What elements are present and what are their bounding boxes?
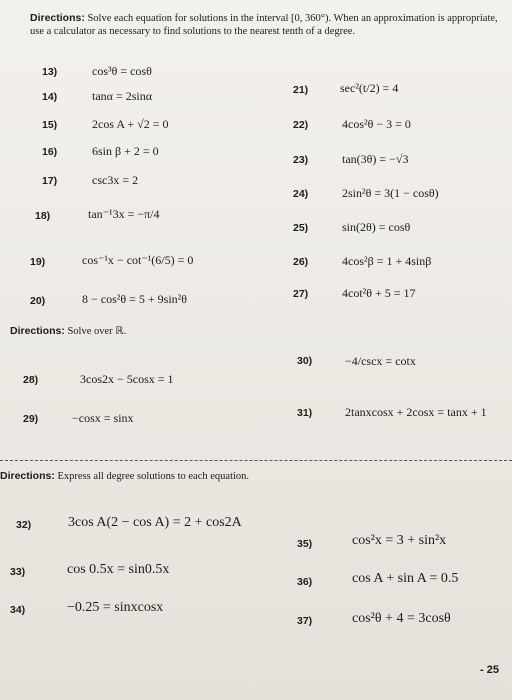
problem-33-equation: cos 0.5x = sin0.5x (67, 562, 170, 577)
problem-24-number: 24) (293, 188, 309, 200)
problem-19-equation: cos⁻¹x − cot⁻¹(6/5) = 0 (82, 253, 194, 267)
problem-34-equation: −0.25 = sinxcosx (67, 600, 164, 615)
problem-27-equation: 4cot²θ + 5 = 17 (342, 286, 416, 300)
problem-15-number: 15) (42, 119, 58, 131)
problem-23-number: 23) (293, 154, 309, 166)
problem-29-equation: −cosx = sinx (72, 411, 134, 425)
problem-34-number: 34) (10, 604, 26, 616)
directions-interval (30, 12, 500, 38)
problem-25-number: 25) (293, 222, 309, 234)
problem-28-equation: 3cos2x − 5cosx = 1 (80, 372, 174, 386)
problem-35-number: 35) (297, 538, 313, 550)
problem-37-equation: cos²θ + 4 = 3cosθ (352, 611, 451, 626)
problem-27-number: 27) (293, 288, 309, 300)
problem-33-number: 33) (10, 566, 26, 578)
directions-solve-real (10, 325, 310, 339)
problem-19-number: 19) (30, 256, 46, 268)
problem-30-number: 30) (297, 355, 313, 367)
problem-20-number: 20) (30, 295, 46, 307)
problem-29-number: 29) (23, 413, 39, 425)
problem-36-equation: cos A + sin A = 0.5 (352, 571, 459, 586)
directions-text: Express all degree solutions to each equation. (57, 471, 250, 482)
problem-31-number: 31) (297, 407, 313, 419)
page-number: - 25 (480, 664, 499, 676)
problem-37-number: 37) (297, 615, 313, 627)
problem-14-equation: tanα = 2sinα (92, 89, 153, 103)
problem-22-equation: 4cos²θ − 3 = 0 (342, 117, 411, 131)
directions-text: Solve over ℝ. (67, 326, 127, 337)
problem-18-number: 18) (35, 210, 51, 222)
directions-text: Solve each equation for solutions in the interval [0, 360°). When an approximation is appropriate, use a calculator as necessary to find solutions to the nearest tenth of a degree. (30, 13, 498, 37)
problem-26-number: 26) (293, 256, 309, 268)
directions-all-degree (0, 470, 500, 484)
problem-36-number: 36) (297, 576, 313, 588)
problem-32-equation: 3cos A(2 − cos A) = 2 + cos2A (68, 515, 242, 530)
problem-24-equation: 2sin²θ = 3(1 − cosθ) (342, 186, 439, 200)
problem-13-equation: cos³θ = cosθ (92, 64, 152, 78)
problem-28-number: 28) (23, 374, 39, 386)
directions-label: Directions: (10, 325, 65, 337)
problem-23-equation: tan(3θ) = −√3 (342, 152, 409, 166)
section-divider (0, 460, 512, 461)
directions-label: Directions: (0, 470, 55, 482)
problem-30-equation: −4/cscx = cotx (345, 354, 416, 368)
problem-21-equation: sec²(t/2) = 4 (340, 81, 399, 95)
problem-16-number: 16) (42, 146, 58, 158)
problem-20-equation: 8 − cos²θ = 5 + 9sin²θ (82, 292, 187, 306)
directions-label: Directions: (30, 12, 85, 24)
problem-35-equation: cos²x = 3 + sin²x (352, 533, 447, 548)
problem-31-equation: 2tanxcosx + 2cosx = tanx + 1 (345, 405, 487, 419)
problem-22-number: 22) (293, 119, 309, 131)
problem-26-equation: 4cos²β = 1 + 4sinβ (342, 254, 432, 268)
problem-18-equation: tan⁻¹3x = −π/4 (88, 207, 160, 221)
problem-14-number: 14) (42, 91, 58, 103)
problem-15-equation: 2cos A + √2 = 0 (92, 117, 169, 131)
problem-17-number: 17) (42, 175, 58, 187)
problem-16-equation: 6sin β + 2 = 0 (92, 144, 159, 158)
problem-13-number: 13) (42, 66, 58, 78)
problem-21-number: 21) (293, 84, 309, 96)
problem-25-equation: sin(2θ) = cosθ (342, 220, 411, 234)
problem-17-equation: csc3x = 2 (92, 173, 139, 187)
problem-32-number: 32) (16, 519, 32, 531)
